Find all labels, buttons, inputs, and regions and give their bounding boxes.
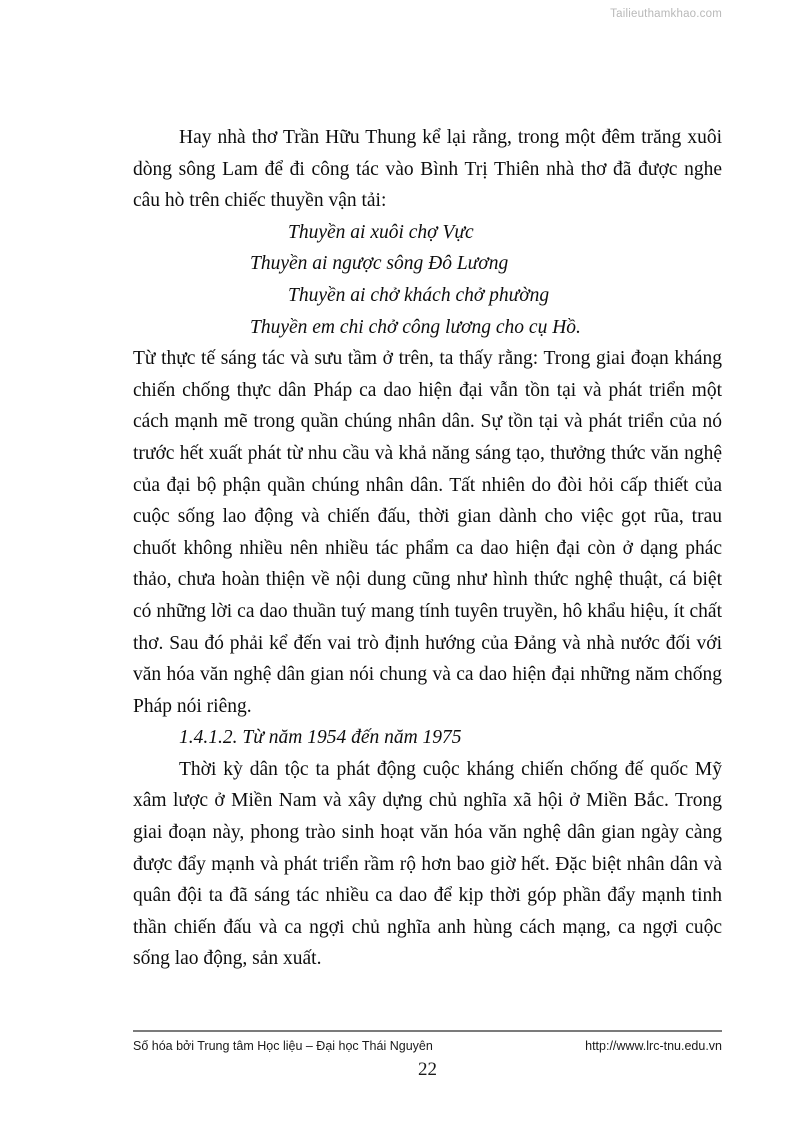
poem-line: Thuyền ai chở khách chở phường [288, 284, 550, 306]
section-heading: 1.4.1.2. Từ năm 1954 đến năm 1975 [179, 727, 462, 749]
footer-url: http://www.lrc-tnu.edu.vn [585, 1039, 722, 1053]
footer-row [133, 1039, 722, 1053]
paragraph-2: Từ thực tế sáng tác và sưu tầm ở trên, ta thấy rằng: Trong giai đoạn kháng chiến chống thực dân Pháp ca dao hiện đại vẫn tồn tại và phát triển một cách mạnh mẽ trong quần chúng nhân dân. Sự tồn tại và phát triển của nó trước hết xuất phát từ nhu cầu và khả năng sáng tạo, thưởng thức văn nghệ của đại bộ phận quần chúng nhân dân. Tất nhiên do đòi hỏi cấp thiết của cuộc sống lao động và chiến đấu, thời gian dành cho việc gọt rũa, trau chuốt không nhiều nên nhiều tác phẩm ca dao hiện đại còn ở dạng phác thảo, chưa hoàn thiện về nội dung cũng như hình thức nghệ thuật, cá biệt có những lời ca dao thuần tuý mang tính tuyên truyền, hô khẩu hiệu, ít chất thơ. Sau đó phải kể đến vai trò định hướng của Đảng và nhà nước đối với văn hóa văn nghệ dân gian nói chung và ca dao hiện đại những năm chống Pháp nói riêng. [133, 348, 722, 717]
watermark-text: Tailieuthamkhao.com [610, 8, 722, 20]
paragraph-1: Hay nhà thơ Trần Hữu Thung kể lại rằng, trong một đêm trăng xuôi dòng sông Lam để đi công tác vào Bình Trị Thiên nhà thơ đã được nghe câu hò trên chiếc thuyền vận tải: [133, 127, 722, 212]
page-number: 22 [418, 1059, 437, 1080]
footer-divider [133, 1030, 722, 1032]
poem-block [133, 217, 722, 343]
poem-line: Thuyền ai ngược sông Đô Lương [250, 253, 509, 275]
page-content [133, 122, 722, 975]
poem-line: Thuyền ai xuôi chợ Vực [288, 221, 474, 243]
footer-library-credit: Số hóa bởi Trung tâm Học liệu – Đại học Thái Nguyên [133, 1039, 433, 1053]
paragraph-3: Thời kỳ dân tộc ta phát động cuộc kháng chiến chống đế quốc Mỹ xâm lược ở Miền Nam và xây dựng chủ nghĩa xã hội ở Miền Bắc. Trong giai đoạn này, phong trào sinh hoạt văn hóa văn nghệ dân gian ngày càng được đẩy mạnh và phát triển rầm rộ hơn bao giờ hết. Đặc biệt nhân dân và quân đội ta đã sáng tác nhiều ca dao để kịp thời góp phần đẩy mạnh tinh thần chiến đấu và ca ngợi chủ nghĩa anh hùng cách mạng, ca ngợi cuộc sống lao động, sản xuất. [133, 758, 722, 970]
poem-line: Thuyền em chi chở công lương cho cụ Hồ. [250, 316, 581, 338]
page-footer [133, 1030, 722, 1081]
